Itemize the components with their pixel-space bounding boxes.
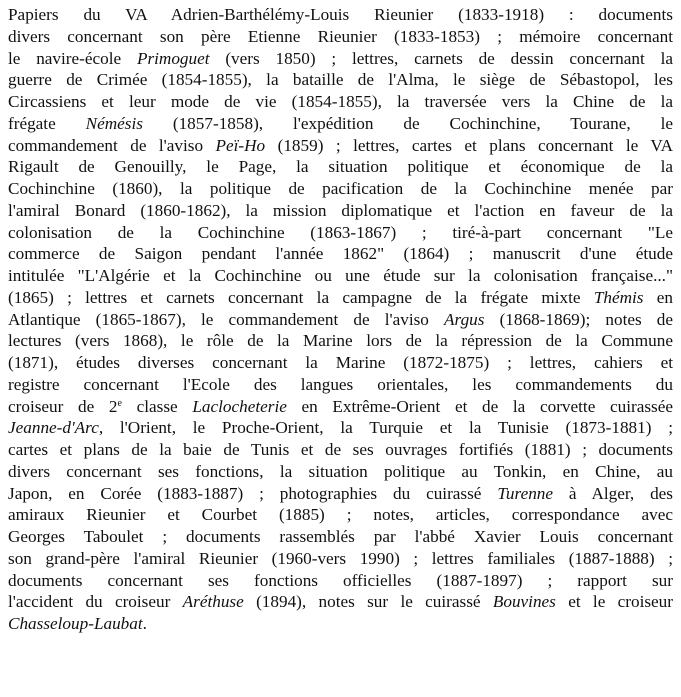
text-segment: divers concernant ses fonctions, la situation politique au Tonkin, en Chine, au <box>8 461 673 481</box>
text-segment: (1865) ; lettres et carnets concernant la campagne de la frégate mixte <box>8 287 594 307</box>
text-segment: classe <box>121 396 193 416</box>
text-segment: l'accident du croiseur <box>8 592 183 612</box>
text-line <box>8 265 673 287</box>
text-segment: Atlantique (1865-1867), le commandement de l'aviso <box>8 309 445 329</box>
italic-title: Aréthuse <box>182 592 244 612</box>
text-segment: Georges Taboulet ; documents rassemblés par l'abbé Xavier Louis concernant <box>8 527 673 546</box>
text-segment: en <box>643 287 673 307</box>
italic-title: Turenne <box>497 483 554 503</box>
text-segment: Papiers du VA Adrien-Barthélémy-Louis Rieunier (1833-1918) : documents <box>8 5 673 24</box>
text-segment: , l'Orient, le Proche-Orient, la Turquie et la Tunisie (1873-1881) ; <box>98 418 673 438</box>
text-line <box>8 222 673 244</box>
text-segment: commerce de Saigon pendant l'année 1862" (1864) ; manuscrit d'une étude <box>8 244 673 264</box>
text-line <box>8 483 673 505</box>
text-line <box>8 374 673 396</box>
italic-title: Jeanne-d'Arc <box>8 418 99 438</box>
text-line <box>8 200 673 222</box>
text-segment: documents concernant ses fonctions officielles (1887-1897) ; rapport sur <box>8 570 673 590</box>
text-segment: amiraux Rieunier et Courbet (1885) ; notes, articles, correspondance avec <box>8 505 673 525</box>
text-line <box>8 548 673 570</box>
text-segment: à Alger, des <box>553 483 673 503</box>
text-segment: Cochinchine (1860), la politique de pacification de la Cochinchine menée par <box>8 179 673 198</box>
text-segment: cartes et plans de la baie de Tunis et de ses ouvrages fortifiés (1881) ; documents <box>8 440 673 459</box>
text-segment: frégate <box>8 113 86 133</box>
italic-title: Bouvines <box>492 592 556 612</box>
italic-title: Argus <box>444 309 485 329</box>
document-paragraph <box>8 4 673 635</box>
text-line <box>8 135 673 157</box>
text-segment: registre concernant l'Ecole des langues orientales, les commandements du <box>8 374 673 394</box>
text-line <box>8 113 673 135</box>
italic-title: Laclocheterie <box>192 396 287 416</box>
text-line <box>8 613 673 635</box>
text-segment: divers concernant son père Etienne Rieunier (1833-1853) ; mémoire concernant <box>8 26 673 46</box>
text-segment: en Extrême-Orient et de la corvette cuirassée <box>286 396 673 416</box>
italic-title: Primoguet <box>136 48 210 68</box>
text-segment: colonisation de la Cochinchine (1863-1867) ; tiré-à-part concernant "Le <box>8 222 673 242</box>
superscript: e <box>117 397 122 409</box>
text-segment: (1859) ; lettres, cartes et plans concernant le VA <box>265 135 673 155</box>
text-line <box>8 591 673 613</box>
text-segment: Japon, en Corée (1883-1887) ; photographies du cuirassé <box>8 483 498 503</box>
text-line <box>8 417 673 439</box>
text-segment: commandement de l'aviso <box>8 135 216 155</box>
text-line <box>8 352 673 374</box>
text-line <box>8 26 673 48</box>
italic-title: Némésis <box>85 113 143 133</box>
text-segment: croiseur de 2 <box>8 396 118 416</box>
text-line <box>8 570 673 592</box>
italic-title: Peï-Ho <box>215 135 266 155</box>
text-segment: (1894), notes sur le cuirassé <box>243 592 493 612</box>
text-line <box>8 330 673 352</box>
text-segment: l'amiral Bonard (1860-1862), la mission diplomatique et l'action en faveur de la <box>8 200 673 220</box>
text-segment: (vers 1850) ; lettres, carnets de dessin concernant la <box>209 48 673 68</box>
text-segment: (1868-1869); notes de <box>484 309 673 329</box>
text-segment: guerre de Crimée (1854-1855), la bataille de l'Alma, le siège de Sébastopol, les <box>8 70 673 90</box>
text-segment: . <box>142 614 147 633</box>
text-line <box>8 69 673 91</box>
text-line <box>8 48 673 70</box>
text-segment: (1871), études diverses concernant la Marine (1872-1875) ; lettres, cahiers et <box>8 353 673 372</box>
text-segment: intitulée "L'Algérie et la Cochinchine ou une étude sur la colonisation française..." <box>8 266 673 285</box>
text-line <box>8 178 673 200</box>
text-line <box>8 504 673 526</box>
text-line <box>8 287 673 309</box>
text-segment: le navire-école <box>8 48 137 68</box>
italic-title: Thémis <box>593 287 644 307</box>
text-line <box>8 243 673 265</box>
text-line <box>8 461 673 483</box>
text-line <box>8 526 673 548</box>
text-line <box>8 4 673 26</box>
text-line <box>8 439 673 461</box>
text-segment: Circassiens et leur mode de vie (1854-1855), la traversée vers la Chine de la <box>8 92 673 111</box>
text-line <box>8 91 673 113</box>
text-line <box>8 309 673 331</box>
text-segment: Rigault de Genouilly, le Page, la situation politique et économique de la <box>8 157 673 177</box>
text-segment: (1857-1858), l'expédition de Cochinchine, Tourane, le <box>142 113 674 133</box>
text-line <box>8 396 673 418</box>
text-segment: lectures (vers 1868), le rôle de la Marine lors de la répression de la Commune <box>8 331 673 351</box>
text-segment: et le croiseur <box>555 592 674 612</box>
text-line <box>8 156 673 178</box>
text-segment: son grand-père l'amiral Rieunier (1960-vers 1990) ; lettres familiales (1887-1888) ; <box>8 548 673 568</box>
italic-title: Chasseloup-Laubat <box>8 614 143 633</box>
